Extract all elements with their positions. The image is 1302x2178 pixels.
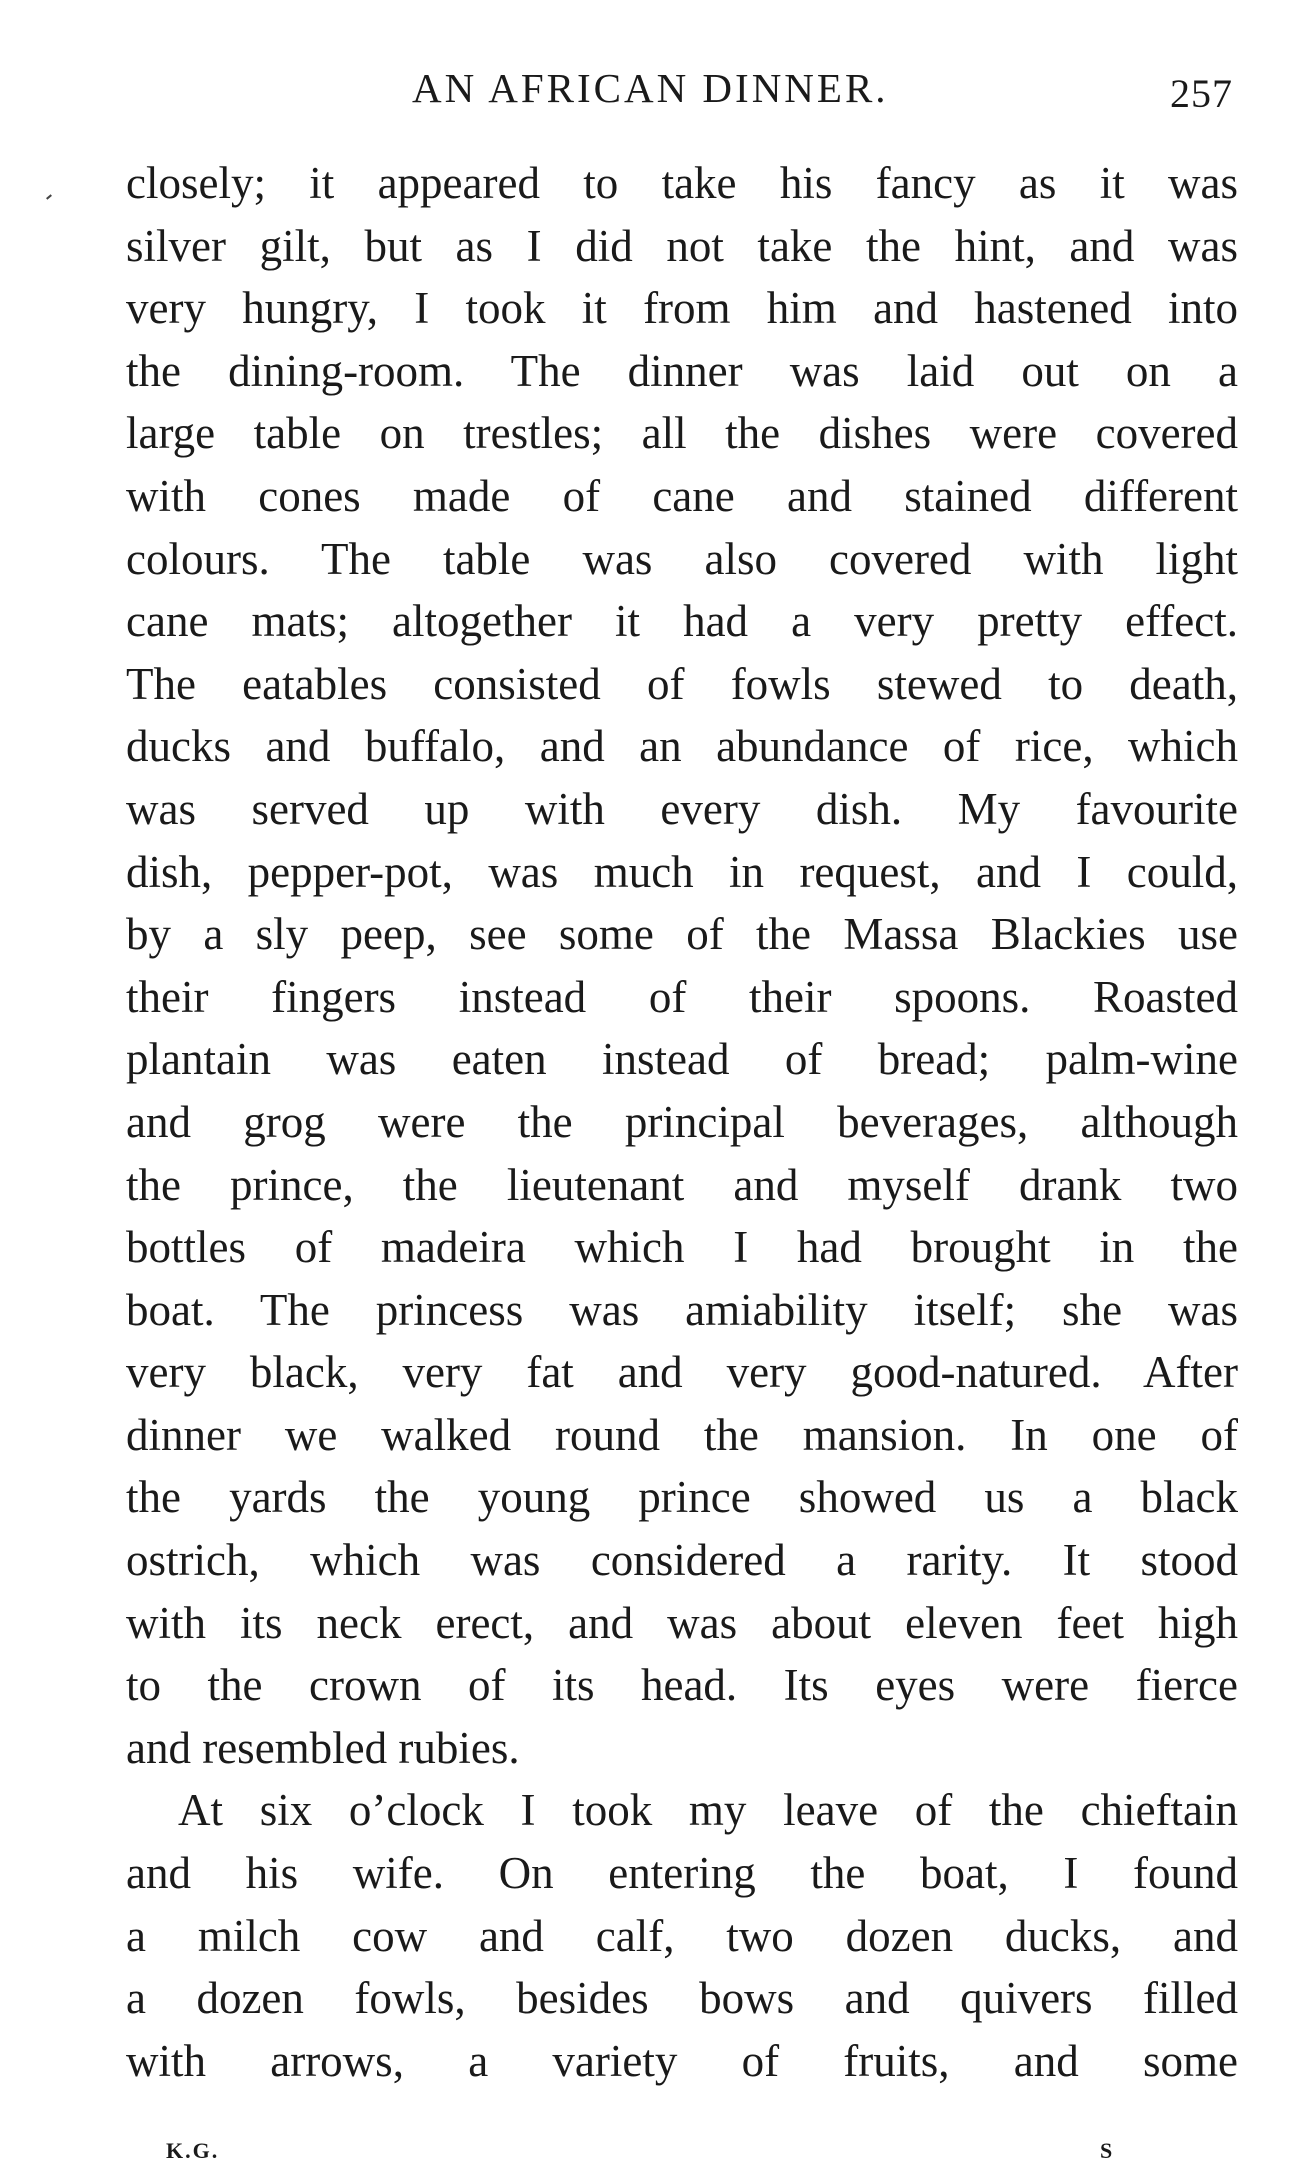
text-line: ducks and buffalo, and an abundance of rice, which xyxy=(126,721,1238,772)
text-line: dinner we walked round the mansion. In one of xyxy=(126,1409,1238,1460)
text-line: and his wife. On entering the boat, I found xyxy=(126,1848,1238,1899)
page-number: 257 xyxy=(1170,71,1233,116)
text-line: the prince, the lieutenant and myself drank two xyxy=(126,1159,1238,1210)
text-line: boat. The princess was amiability itself; she was xyxy=(126,1284,1238,1335)
paragraph-end-line: and resembled rubies. xyxy=(126,1722,520,1773)
text-line: a milch cow and calf, two dozen ducks, and xyxy=(126,1910,1238,1961)
text-line: dish, pepper-pot, was much in request, and I could, xyxy=(126,846,1238,897)
signature-footer xyxy=(0,2138,1302,2178)
text-line: the yards the young prince showed us a black xyxy=(126,1472,1238,1523)
text-line: very black, very fat and very good-natured. After xyxy=(126,1347,1238,1398)
text-line: ostrich, which was considered a rarity. It stood xyxy=(126,1535,1238,1586)
running-head xyxy=(0,64,1302,124)
text-line: colours. The table was also covered with light xyxy=(126,533,1238,584)
text-line: closely; it appeared to take his fancy as it was xyxy=(126,158,1238,208)
text-line: silver gilt, but as I did not take the hint, and was xyxy=(126,220,1238,271)
text-line: a dozen fowls, besides bows and quivers filled xyxy=(126,1973,1238,2024)
text-line: with cones made of cane and stained different xyxy=(126,470,1238,521)
ink-speck xyxy=(46,194,52,199)
body-text xyxy=(126,152,1238,2092)
running-title: AN AFRICAN DINNER. xyxy=(412,65,889,111)
text-line: and grog were the principal beverages, although xyxy=(126,1096,1238,1147)
text-line: bottles of madeira which I had brought in the xyxy=(126,1222,1238,1273)
text-line: with its neck erect, and was about eleven feet high xyxy=(126,1597,1238,1648)
text-line: to the crown of its head. Its eyes were fierce xyxy=(126,1660,1238,1711)
text-line: very hungry, I took it from him and hastened into xyxy=(126,283,1238,334)
text-line: with arrows, a variety of fruits, and some xyxy=(126,2035,1238,2086)
text-line: plantain was eaten instead of bread; palm-wine xyxy=(126,1034,1238,1085)
sheet-mark: S xyxy=(1100,2138,1113,2163)
text-line: was served up with every dish. My favourite xyxy=(126,783,1238,834)
text-line: cane mats; altogether it had a very pretty effect. xyxy=(126,596,1238,647)
signature-mark: K.G. xyxy=(166,2138,220,2163)
text-line: by a sly peep, see some of the Massa Blackies use xyxy=(126,909,1238,960)
text-line: the dining-room. The dinner was laid out on a xyxy=(126,345,1238,396)
text-line: their fingers instead of their spoons. Roasted xyxy=(126,971,1238,1022)
text-line: large table on trestles; all the dishes were covered xyxy=(126,408,1238,459)
paragraph-start-line: At six o’clock I took my leave of the chieftain xyxy=(178,1785,1238,1836)
text-line: The eatables consisted of fowls stewed to death, xyxy=(126,658,1238,709)
